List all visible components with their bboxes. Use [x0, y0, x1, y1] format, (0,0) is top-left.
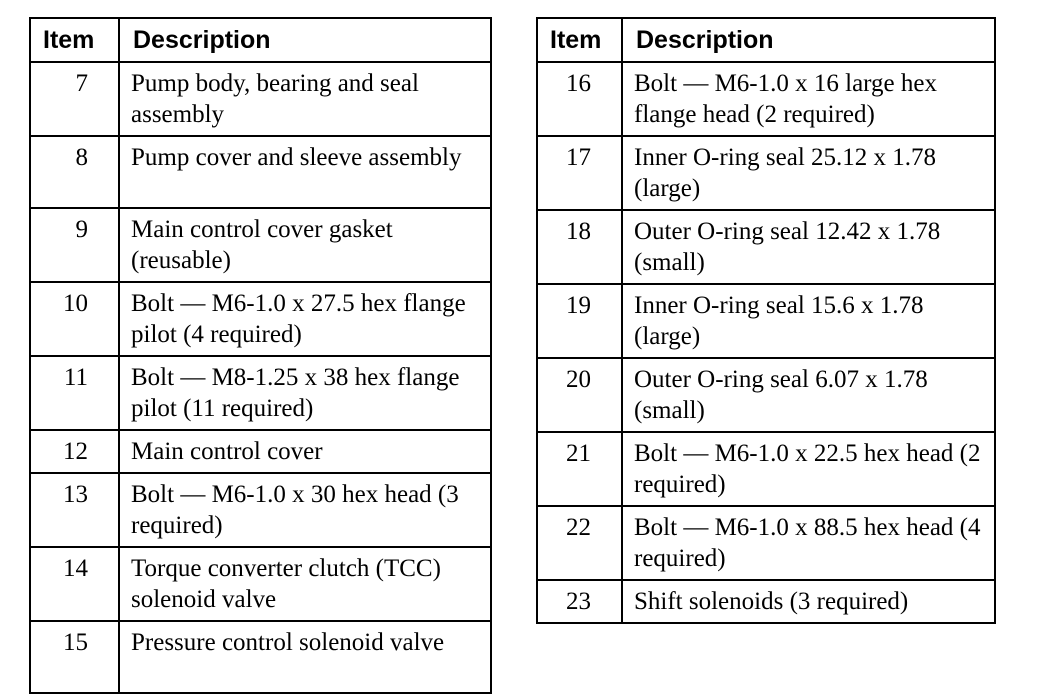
item-number: 16: [537, 62, 622, 136]
table-row: [537, 580, 995, 623]
item-description: Bolt — M6-1.0 x 27.5 hex flange pilot (4 required): [119, 282, 491, 356]
table-row: [537, 284, 995, 358]
item-number: 20: [537, 358, 622, 432]
table-row: [30, 208, 491, 282]
item-description: Inner O-ring seal 25.12 x 1.78 (large): [622, 136, 995, 210]
table-row: [30, 136, 491, 208]
item-description: Shift solenoids (3 required): [622, 580, 995, 623]
item-column-header: Item: [30, 18, 119, 62]
item-number: 11: [30, 356, 119, 430]
header-row: [537, 18, 995, 62]
table-row: [537, 432, 995, 506]
parts-table-right: [536, 17, 996, 624]
table-row: [30, 282, 491, 356]
table-row: [537, 506, 995, 580]
item-number: 17: [537, 136, 622, 210]
description-column-header: Description: [119, 18, 491, 62]
item-description: Bolt — M8-1.25 x 38 hex flange pilot (11 required): [119, 356, 491, 430]
item-description: Bolt — M6-1.0 x 16 large hex flange head (2 required): [622, 62, 995, 136]
item-description: Main control cover: [119, 430, 491, 473]
table-row: [30, 62, 491, 136]
item-number: 15: [30, 621, 119, 693]
item-number: 13: [30, 473, 119, 547]
table-row: [537, 358, 995, 432]
table-row: [30, 473, 491, 547]
table-row: [537, 210, 995, 284]
item-description: Inner O-ring seal 15.6 x 1.78 (large): [622, 284, 995, 358]
item-description: Pump cover and sleeve assembly: [119, 136, 491, 208]
item-number: 12: [30, 430, 119, 473]
item-description: Bolt — M6-1.0 x 88.5 hex head (4 required): [622, 506, 995, 580]
item-description: Main control cover gasket (reusable): [119, 208, 491, 282]
table-row: [30, 621, 491, 693]
item-number: 19: [537, 284, 622, 358]
header-row: [30, 18, 491, 62]
item-description: Bolt — M6-1.0 x 30 hex head (3 required): [119, 473, 491, 547]
item-description: Bolt — M6-1.0 x 22.5 hex head (2 required): [622, 432, 995, 506]
item-number: 7: [30, 62, 119, 136]
table-row: [537, 136, 995, 210]
item-description: Outer O-ring seal 12.42 x 1.78 (small): [622, 210, 995, 284]
item-description: Torque converter clutch (TCC) solenoid valve: [119, 547, 491, 621]
item-column-header: Item: [537, 18, 622, 62]
item-description: Outer O-ring seal 6.07 x 1.78 (small): [622, 358, 995, 432]
description-column-header: Description: [622, 18, 995, 62]
item-number: 9: [30, 208, 119, 282]
table-row: [30, 356, 491, 430]
item-number: 23: [537, 580, 622, 623]
item-number: 14: [30, 547, 119, 621]
item-number: 18: [537, 210, 622, 284]
item-number: 8: [30, 136, 119, 208]
table-row: [30, 547, 491, 621]
table-row: [30, 430, 491, 473]
item-description: Pressure control solenoid valve: [119, 621, 491, 693]
item-number: 10: [30, 282, 119, 356]
parts-table-left: [29, 17, 492, 694]
item-number: 22: [537, 506, 622, 580]
table-row: [537, 62, 995, 136]
item-description: Pump body, bearing and seal assembly: [119, 62, 491, 136]
item-number: 21: [537, 432, 622, 506]
